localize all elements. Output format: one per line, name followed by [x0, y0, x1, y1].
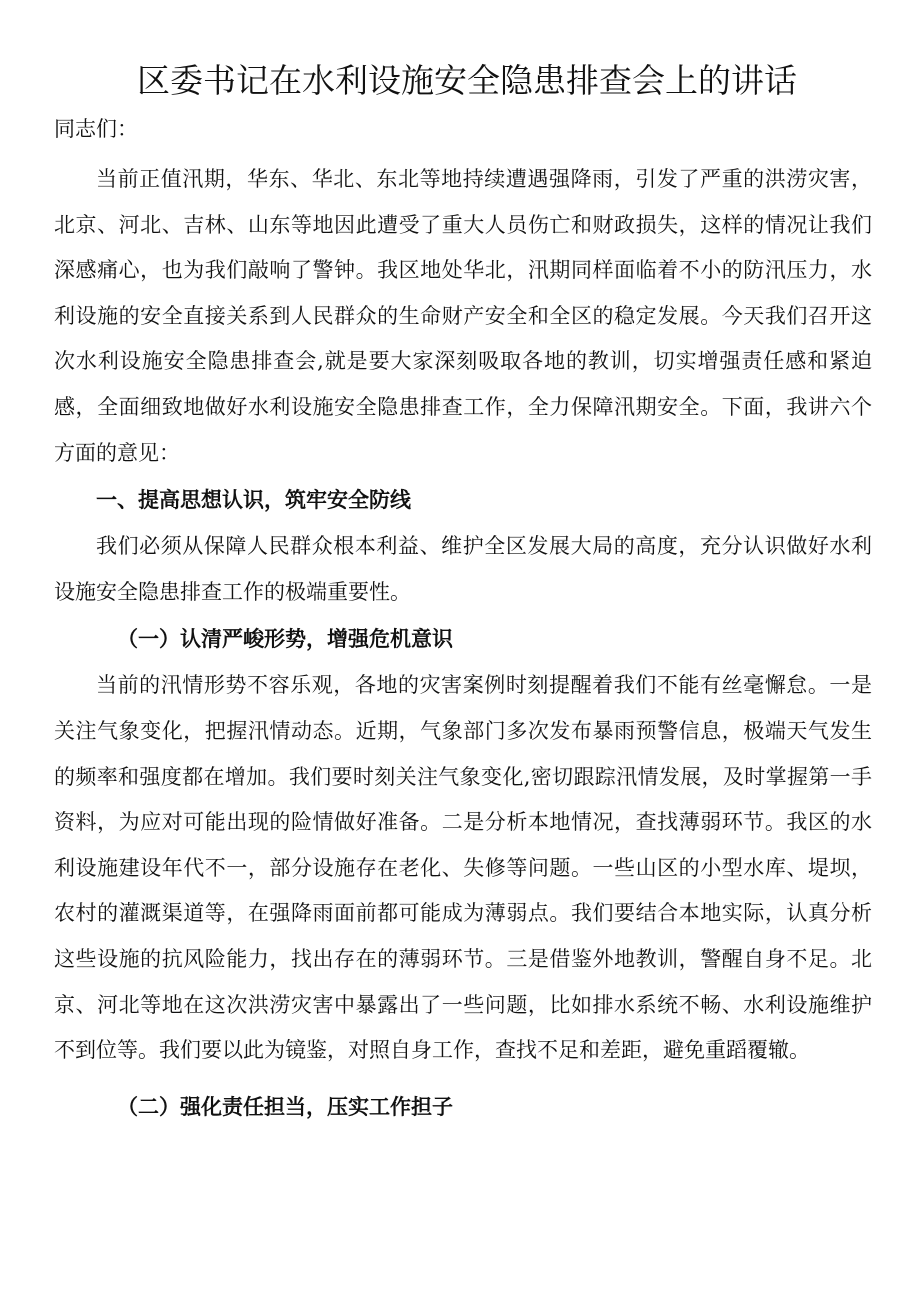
document-title: 区委书记在水利设施安全隐患排查会上的讲话 — [137, 61, 797, 100]
salutation: 同志们： — [54, 117, 138, 141]
subsection-2-heading: （二）强化责任担当，压实工作担子 — [117, 1094, 453, 1119]
subsection-1-heading: （一）认清严峻形势，增强危机意识 — [117, 627, 453, 652]
intro-paragraph: 当前正值汛期，华东、华北、东北等地持续遭遇强降雨，引发了严重的洪涝灾害，北京、河北、吉林、山东等地因此遭受了重大人员伤亡和财政损失，这样的情况让我们深感痛心，也为我们敲响了警钟。我区地处华北，汛期同样面临着不小的防汛压力，水利设施的安全直接关系到人民群众的生命财产安全和全区的稳定发展。今天我们召开这次水利设施安全隐患排查会,就是要大家深刻吸取各地的教训，切实增强责任感和紧迫感，全面细致地做好水利设施安全隐患排查工作，全力保障汛期安全。下面，我讲六个方面的意见： — [54, 167, 873, 465]
section-1-paragraph: 我们必须从保障人民群众根本利益、维护全区发展大局的高度，充分认识做好水利设施安全隐患排查工作的极端重要性。 — [54, 534, 872, 604]
section-1-heading: 一、提高思想认识，筑牢安全防线 — [96, 488, 411, 513]
spacer — [54, 1074, 872, 1083]
subsection-1-paragraph: 当前的汛情形势不容乐观，各地的灾害案例时刻提醒着我们不能有丝毫懈怠。一是关注气象变化，把握汛情动态。近期，气象部门多次发布暴雨预警信息，极端天气发生的频率和强度都在增加。我们要时刻关注气象变化,密切跟踪汛情发展，及时掌握第一手资料，为应对可能出现的险情做好准备。二是分析本地情况，查找薄弱环节。我区的水利设施建设年代不一，部分设施存在老化、失修等问题。一些山区的小型水库、堤坝，农村的灌溉渠道等，在强降雨面前都可能成为薄弱点。我们要结合本地实际，认真分析这些设施的抗风险能力，找出存在的薄弱环节。三是借鉴外地教训，警醒自身不足。北京、河北等地在这次洪涝灾害中暴露出了一些问题，比如排水系统不畅、水利设施维护不到位等。我们要以此为镜鉴，对照自身工作，查找不足和差距，避免重蹈覆辙。 — [54, 673, 872, 1063]
